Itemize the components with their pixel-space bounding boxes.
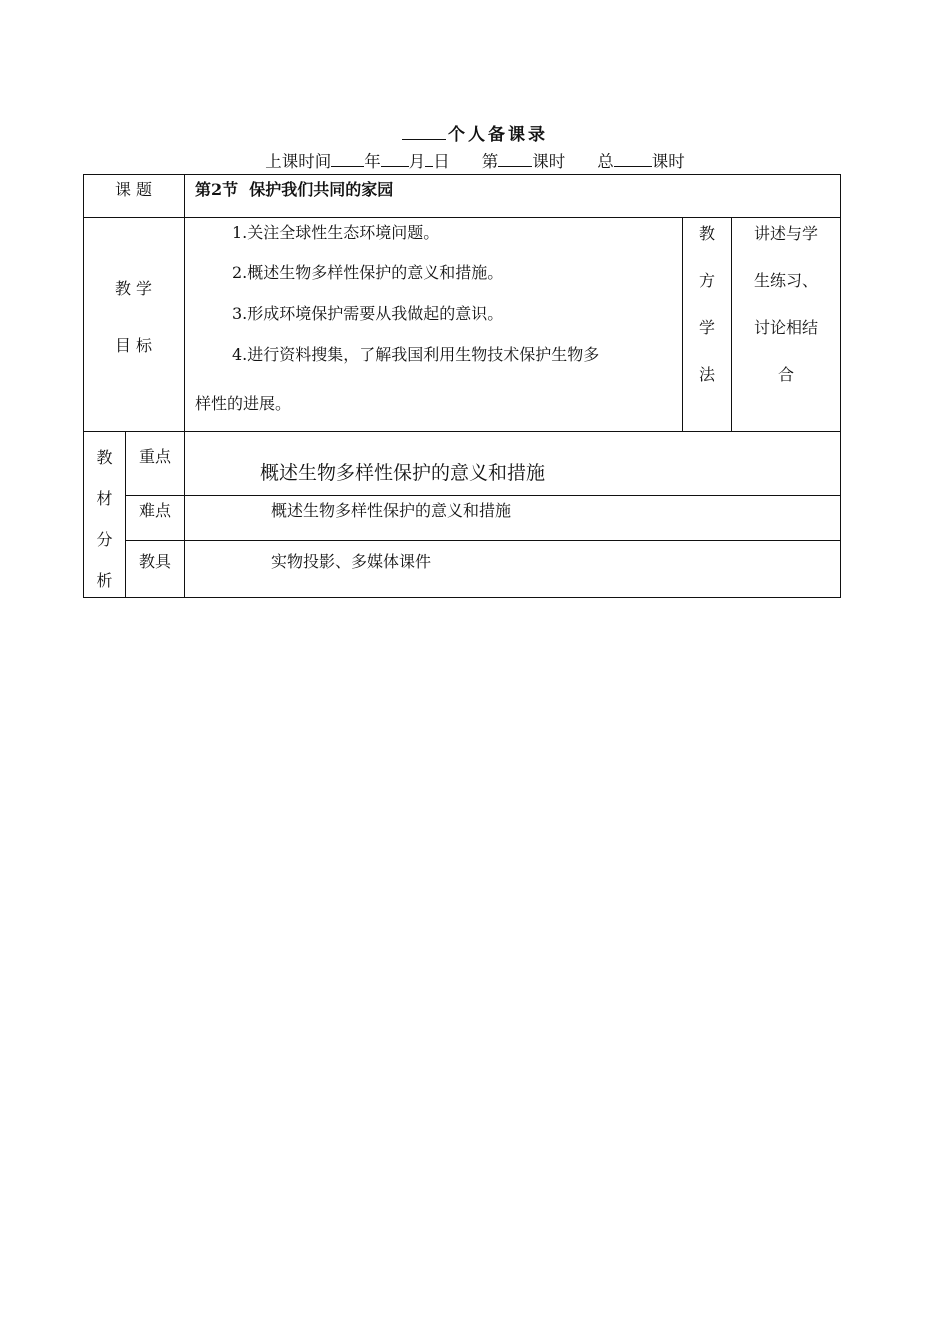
- row-divider: [125, 540, 841, 541]
- topic-value: 第2节 保护我们共同的家园: [195, 180, 394, 199]
- goal-item: 3.形成环境保护需要从我做起的意识。: [232, 304, 504, 323]
- goal-item: 4.进行资料搜集，了解我国利用生物技术保护生物多: [232, 345, 600, 364]
- page-title: [0, 120, 950, 145]
- month-label: 月: [408, 152, 426, 171]
- analysis-label-char: 教: [96, 448, 113, 467]
- difficulty-value: 概述生物多样性保护的意义和措施: [271, 501, 512, 520]
- method-value-line: 讨论相结: [753, 318, 818, 337]
- method-label-char: 方: [698, 271, 715, 290]
- year-label: 年: [364, 152, 381, 171]
- goal-item: 2.概述生物多样性保护的意义和措施。: [232, 263, 504, 282]
- method-value-line: 合: [777, 365, 794, 384]
- method-value: [732, 210, 840, 398]
- goal-item: 1.关注全球性生态环境问题。: [232, 223, 440, 242]
- year-blank: [331, 151, 364, 167]
- time-label: 上课时间: [265, 152, 332, 171]
- table-border-top: [83, 174, 841, 175]
- analysis-label-char: 材: [96, 489, 113, 508]
- month-blank: [381, 151, 409, 167]
- tools-label: 教具: [138, 552, 171, 571]
- col-divider: [184, 174, 185, 598]
- analysis-label-char: 析: [96, 571, 113, 590]
- method-value-line: 讲述与学: [753, 224, 818, 243]
- row-divider: [83, 431, 841, 432]
- teacher-name-blank: [402, 139, 446, 140]
- period-blank: [498, 151, 532, 167]
- total-label: 总: [597, 152, 614, 171]
- goal-item: 样性的进展。: [195, 394, 292, 413]
- table-border-bottom: [83, 597, 841, 598]
- period-label: 课时: [532, 152, 566, 171]
- method-label-char: 教: [698, 224, 715, 243]
- goals-label-line2: 目 标: [114, 336, 153, 355]
- day-label: 日: [433, 152, 450, 171]
- total-period-label: 课时: [651, 152, 685, 171]
- table-border-right: [840, 174, 841, 598]
- schedule-line: [0, 148, 950, 172]
- analysis-label: [84, 437, 125, 601]
- method-label: [683, 210, 731, 398]
- method-value-line: 生练习、: [753, 271, 818, 290]
- method-label-char: 法: [698, 365, 715, 384]
- topic-label: 课 题: [114, 180, 153, 199]
- goals-label-line1: 教 学: [114, 279, 153, 298]
- method-label-char: 学: [698, 318, 715, 337]
- key-value: 概述生物多样性保护的意义和措施: [260, 462, 546, 484]
- analysis-label-char: 分: [96, 530, 113, 549]
- difficulty-label: 难点: [138, 501, 171, 520]
- tools-value: 实物投影、多媒体课件: [271, 552, 432, 571]
- key-label: 重点: [138, 447, 171, 466]
- title-text: 个人备课录: [448, 125, 548, 145]
- di-label: 第: [481, 152, 499, 171]
- total-blank: [614, 151, 652, 167]
- row-divider: [125, 495, 841, 496]
